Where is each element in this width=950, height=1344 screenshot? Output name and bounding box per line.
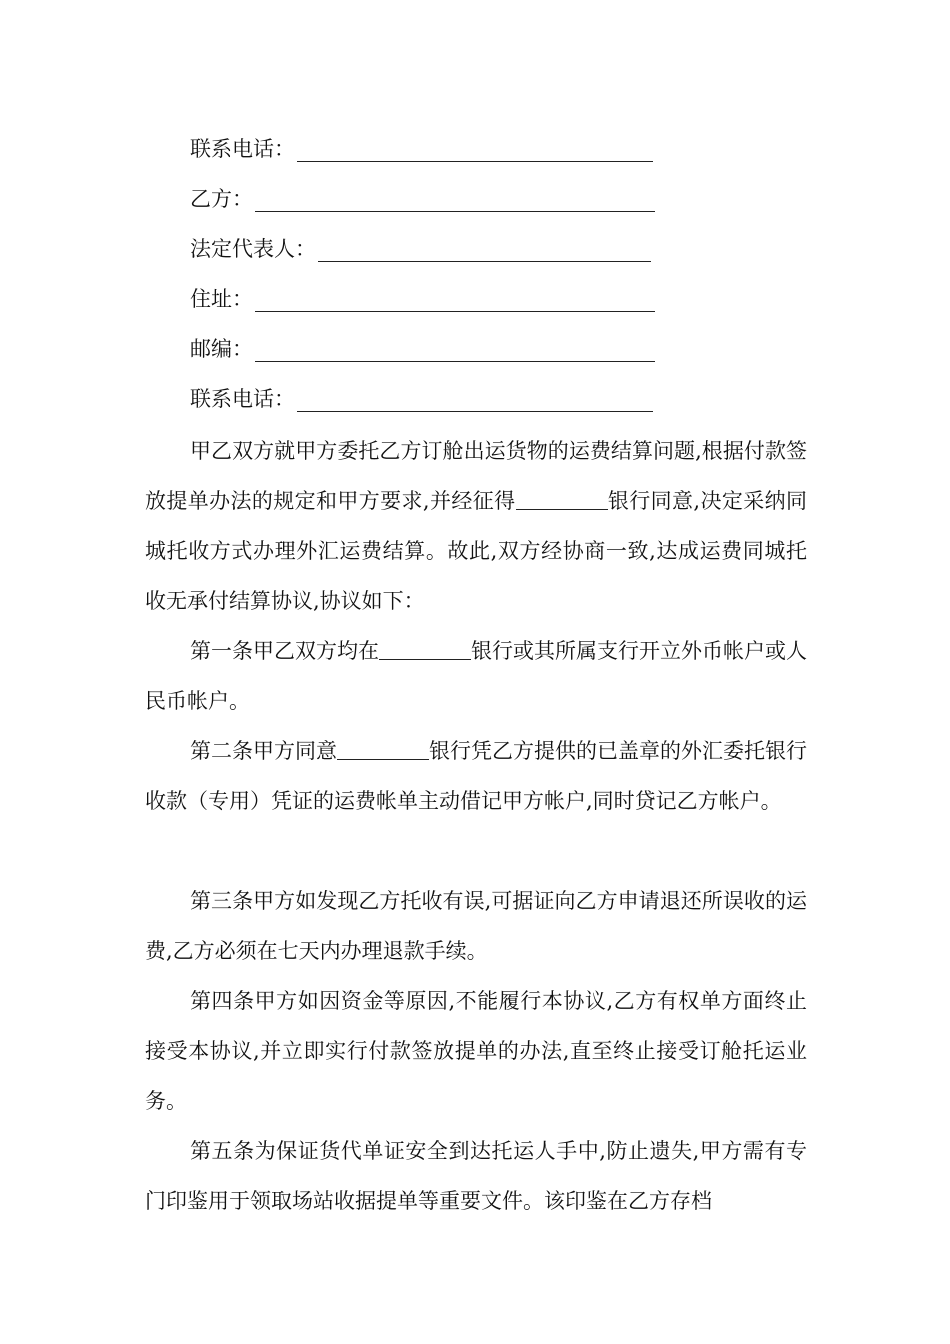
field-label: 住址： (190, 287, 253, 311)
paragraph-text: 甲乙双方就甲方委托乙方订舱出运货物的运费结算问题,根据付款签放提单办法的规定和甲方要求,并经征得 (145, 439, 807, 513)
paragraph-text: 第一条甲乙双方均在 (190, 639, 379, 663)
field-legal-representative (190, 232, 651, 262)
field-address (190, 282, 655, 312)
blank-line (516, 487, 608, 510)
paragraph-text: 银行同意,决定采纳同城托收方式办理外汇运费结算。故此,双方经协商一致,达成运费同城托收无承付结算协议,协议如下： (145, 489, 807, 613)
blank-line (255, 189, 655, 212)
paragraph-text: 银行凭乙方提供的已盖章的外汇委托银行收款（专用）凭证的运费帐单主动借记甲方帐户,同时贷记乙方帐户。 (145, 739, 807, 813)
blank-line (297, 139, 653, 162)
field-label: 邮编： (190, 337, 253, 361)
field-label: 法定代表人： (190, 237, 316, 261)
field-party-b (190, 182, 655, 212)
paragraph-article-2 (145, 726, 807, 826)
field-label: 乙方： (190, 187, 253, 211)
field-contact-phone-a (190, 132, 653, 162)
field-label: 联系电话： (190, 137, 295, 161)
paragraph-text: 银行或其所属支行开立外币帐户或人民币帐户。 (145, 639, 807, 713)
blank-line (337, 737, 429, 760)
field-label: 联系电话： (190, 387, 295, 411)
blank-line (297, 389, 653, 412)
paragraph-article-5: 第五条为保证货代单证安全到达托运人手中,防止遗失,甲方需有专门印鉴用于领取场站收据提单等重要文件。该印鉴在乙方存档 (145, 1139, 807, 1213)
field-contact-phone-b (190, 382, 653, 412)
paragraph-article-3: 第三条甲方如发现乙方托收有误,可据证向乙方申请退还所误收的运费,乙方必须在七天内办理退款手续。 (145, 889, 807, 963)
paragraph-article-1 (145, 626, 807, 726)
blank-line (255, 289, 655, 312)
blank-line (379, 637, 471, 660)
field-postcode (190, 332, 655, 362)
paragraph-intro (145, 426, 807, 626)
paragraph-article-4: 第四条甲方如因资金等原因,不能履行本协议,乙方有权单方面终止接受本协议,并立即实行付款签放提单的办法,直至终止接受订舱托运业务。 (145, 989, 807, 1113)
blank-line (318, 239, 651, 262)
blank-line (255, 339, 655, 362)
paragraph-text: 第二条甲方同意 (190, 739, 337, 763)
